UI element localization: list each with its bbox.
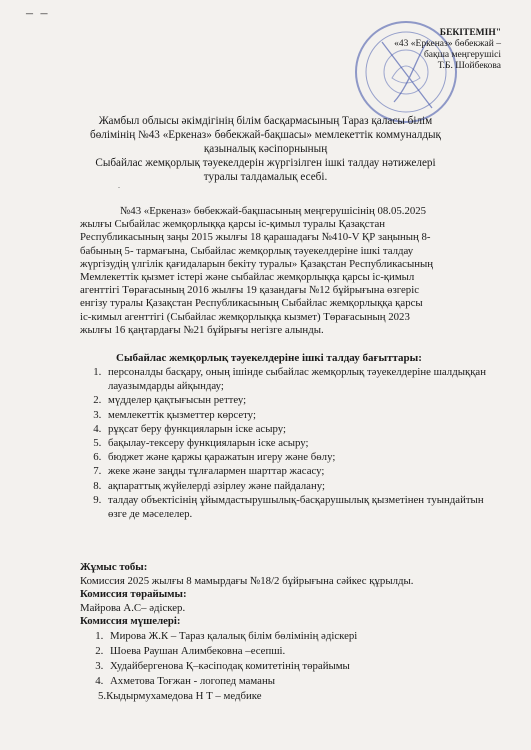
intro-line: жылғы Сыбайлас жемқорлыққа қарсы іс-қимыл туралы Қазақстан [80,218,386,231]
title-line: бөлімінің №43 «Еркеназ» бөбекжай-бақшасы» мемлекеттік коммуналдық [90,129,441,141]
approval-line: бақша меңгерушісі [423,50,501,60]
list-item: 7. жеке және заңды тұлғалармен шарттар жасасу; [104,464,498,478]
intro-line: Мемлекеттік қызмет істері және сыбайлас жемқорлыққа қарсы іс-қимыл [80,271,415,284]
title-line: туралы талдамалық есебі. [203,171,328,183]
list-item: 8. ақпараттық жүйелерді әзірлеу және пайдалану; [104,479,498,493]
list-item: 6. бюджет және қаржы қаражатын игеру және бөлу; [104,450,498,464]
approval-signer: Т.Б. Шойбекова [437,61,501,71]
stray-dot: . [118,181,120,190]
document-title [40,114,491,184]
member-item: 5.Кыдырмухамедова Н Т – медбике [98,689,262,702]
title-line: Жамбыл облысы әкімдігінің білім басқармасының Тараз қаласы білім [98,115,433,127]
approval-label: БЕКІТЕМІН" [439,28,501,38]
intro-line: Республикасының заңы 2015 жылғы 18 қарашадағы №410-V ҚР заңының 8- [80,231,431,244]
member-item: 1. Мирова Ж.К – Тараз қалалық білім бөлімінің әдіскері [106,629,500,644]
chair-label: Комиссия төрайымы: [80,588,187,601]
members-list [80,629,500,689]
intro-line: №43 «Еркеназ» бөбекжай-бақшасының меңгерушісінің 08.05.2025 [120,205,427,217]
members-label: Комиссия мүшелері: [80,615,181,628]
commission-block [80,561,500,704]
title-line: Сыбайлас жемқорлық тәуекелдерін жүргізілген ішкі талдау нәтижелері [95,157,436,169]
list-item: 4. рұқсат беру функцияларын іске асыру; [104,422,498,436]
list-item: 3. мемлекеттік қызметтер көрсету; [104,408,498,422]
working-group-value: Комиссия 2025 жылғы 8 мамырдағы №18/2 бұйрығына сәйкес құрылды. [80,574,414,587]
corner-mark: – – [26,6,50,21]
intro-line: енгізу туралы Қазақстан Республикасының Сыбайлас жемқорлыққа қарсы [80,297,423,310]
member-item: 4. Ахметова Тоғжан - логопед маманы [106,674,500,689]
working-group-label: Жұмыс тобы: [80,561,148,573]
intro-line: жүргізудің үлгілік қағидаларын бекіту туралы» Қазақстан Республикасының [80,257,434,270]
member-item: 2. Шоева Раушан Алимбековна –есепші. [106,644,500,659]
list-item: 5. бақылау-тексеру функцияларын іске асыру; [104,436,498,450]
member-item: 3. Худайбергенова Қ–кәсіподақ комитетінің төрайымы [106,659,500,674]
chair-value: Майрова А.С– әдіскер. [80,601,186,614]
list-item: 1. персоналды басқару, оның ішінде сыбайлас жемқорлық тәуекелдеріне шалдыққан лауазымдарды айқындау; [104,365,498,393]
list-item: 9. талдау объектісінің ұйымдастырушылық-басқарушылық қызметінен туындайтын өзге де мәселелер. [104,493,498,521]
intro-line: жылғы 16 қаңтардағы №21 бұйрығы негізге алынды. [80,323,324,336]
directions-list [80,365,498,521]
directions-section [80,351,498,521]
intro-line: бабының 5- тармағына, Сыбайлас жемқорлық тәуекелдеріне ішкі талдау [80,244,414,257]
list-item: 2. мүдделер қақтығысын реттеу; [104,393,498,407]
intro-paragraph [80,205,498,337]
intro-line: іс-кимыл агенттігі (Сыбайлас жемқорлыққа кызмет) Төрағасының 2023 [80,310,410,323]
title-line: қазыналық кәсіпорнының [203,143,328,155]
intro-line: агенттігі Төрағасының 2016 жылғы 19 қазандағы №12 бұйрығына өзгеріс [80,284,419,297]
approval-block [351,28,501,72]
directions-heading: Сыбайлас жемқорлық тәуекелдеріне ішкі талдау бағыттары: [116,352,422,364]
approval-line: «43 «Еркеназ» бөбекжай – [394,39,501,49]
